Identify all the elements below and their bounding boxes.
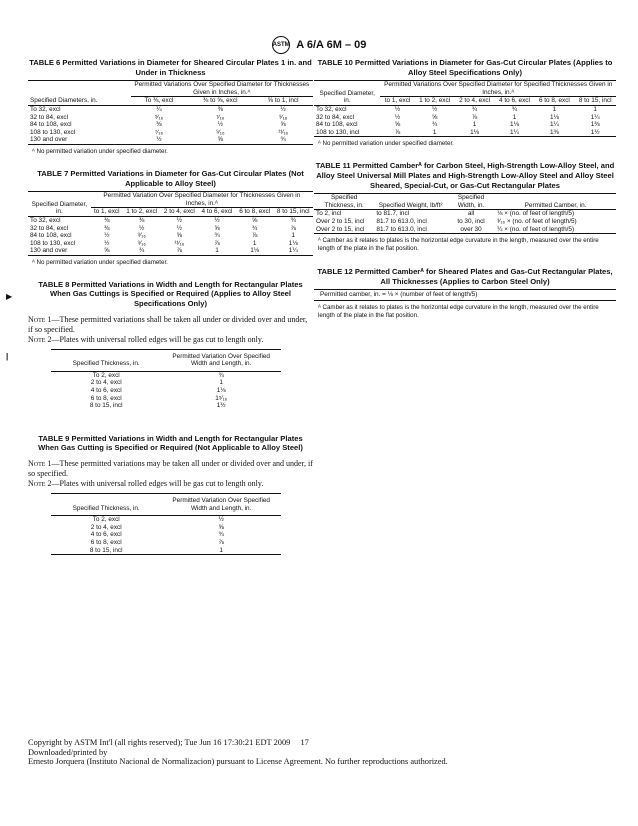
- table-cell: ⅜: [217, 105, 223, 113]
- table-cell: ⅞: [214, 239, 220, 247]
- table9-block: [28, 434, 313, 555]
- table-cell: to 30, incl: [457, 217, 485, 225]
- table-cell: 84 to 108, excl: [30, 232, 72, 240]
- table6-col-header: ⅜ to ⅝, excl: [203, 97, 238, 105]
- table-cell: 32 to 84, excl: [30, 113, 69, 121]
- table10-title: TABLE 10 Permitted Variations in Diameter for Gas-Cut Circular Plates (Applies to Alloy Steel Specifications Only): [317, 58, 613, 77]
- table-cell: 1⅜: [549, 128, 559, 136]
- table-cell: ⅞: [176, 247, 182, 255]
- table-row: [51, 395, 281, 403]
- table-cell: ½: [394, 113, 401, 121]
- table11-col-header: Specified Weight, lb/ft²: [378, 201, 443, 209]
- note-text: —These permitted variations shall be taken all under or divided over and under, if so specified.: [28, 314, 308, 334]
- right-column: [314, 58, 616, 320]
- table-cell: 108 to 130, excl: [30, 239, 76, 247]
- table8-col-header: Permitted Variation Over Specified Width and Length, in.: [172, 352, 270, 368]
- table-cell: 1: [219, 379, 223, 387]
- table-cell: ¾: [138, 247, 145, 255]
- table-cell: 1½: [216, 402, 226, 410]
- table-cell: 6 to 8, excl: [90, 394, 122, 402]
- table-row: [314, 129, 616, 137]
- table-cell: 130 and over: [30, 136, 68, 144]
- table-row: [51, 516, 281, 524]
- table-cell: ⅝: [251, 216, 258, 224]
- table10-col-header: to 1, excl: [384, 97, 411, 105]
- table9-note1: [28, 459, 313, 479]
- table12-footnote: ᴬ Camber as it relates to plates is the horizontal edge curvature in the length, measured over the entire length of the plate in the flat position.: [318, 303, 599, 319]
- table7-block: [28, 169, 313, 266]
- table-row: [314, 105, 616, 113]
- table-cell: ¾: [471, 105, 478, 113]
- table-cell: ⅝: [218, 523, 224, 531]
- table-cell: 130 and over: [30, 247, 68, 255]
- table-cell: ¹¹⁄₁₆: [174, 239, 185, 247]
- table-cell: 1: [593, 105, 597, 113]
- table9-stub-header: Specified Thickness, in.: [72, 504, 140, 512]
- page-header: [0, 36, 638, 54]
- table-cell: ½: [104, 232, 110, 240]
- table-cell: 1⅛: [288, 239, 298, 247]
- footer-copyright: [28, 738, 448, 748]
- table-cell: ¾: [290, 216, 296, 224]
- table-row: [51, 379, 281, 387]
- table-cell: ¾: [280, 136, 286, 144]
- table7-col-header: to 1, excl: [93, 208, 120, 216]
- table12: [314, 289, 616, 301]
- note-text: —Plates with universal rolled edges will be gas cut to length only.: [51, 334, 264, 344]
- table-cell: ⁹⁄₁₆: [215, 128, 225, 136]
- table12-formula: Permitted camber, in. = ⅛ × (number of feet of length/5): [320, 291, 478, 299]
- table7-col-header: 1 to 2, excl: [126, 208, 158, 216]
- table10-block: [314, 58, 616, 147]
- table7-footnote: ᴬ No permitted variation under specified diameter.: [32, 258, 168, 266]
- table-cell: 1⅜: [590, 121, 600, 129]
- table-cell: ¾: [218, 531, 224, 539]
- table11-col-header: Specified Width, in.: [457, 194, 485, 209]
- table-cell: 108 to 130, excl: [30, 128, 76, 136]
- table11-footnote: ᴬ Camber as it relates to plates is the horizontal edge curvature in the length, measured over the entire length of the plate in the flat position.: [318, 237, 599, 253]
- table10-col-header: 8 to 15, incl: [578, 97, 612, 105]
- table-cell: ½: [431, 105, 438, 113]
- table-cell: ½: [176, 224, 182, 232]
- table-cell: 1: [215, 247, 219, 255]
- table-row: [28, 136, 313, 144]
- table-cell: 1: [472, 121, 477, 129]
- table10-col-header: 6 to 8, excl: [538, 97, 570, 105]
- page-footer: [28, 738, 448, 767]
- table-cell: ½: [138, 224, 145, 232]
- table-cell: ¾: [218, 371, 224, 379]
- table-cell: 1: [252, 239, 257, 247]
- table-cell: ½: [280, 105, 286, 113]
- table-cell: 1¼: [510, 128, 519, 136]
- table-cell: 1⅛: [510, 121, 519, 129]
- table-cell: 1⁵⁄₁₆: [215, 394, 228, 402]
- table-cell: Over 2 to 15, incl: [316, 225, 365, 233]
- table10: [314, 80, 616, 137]
- note-label: Note 1: [28, 314, 52, 324]
- table-cell: ⁷⁄₁₆: [154, 128, 164, 136]
- table6-group-header: Permitted Variations Over Specified Diameter for Thicknesses Given in Inches, in.ᴬ: [131, 81, 313, 97]
- left-column: [28, 58, 313, 555]
- table-cell: ⅞: [251, 232, 258, 240]
- page-number: 17: [300, 738, 309, 747]
- table-cell: To 2, excl: [92, 371, 120, 379]
- table-cell: ⅜: [156, 121, 162, 129]
- table-row: [28, 247, 313, 255]
- table10-col-header: 1 to 2, excl: [419, 97, 451, 105]
- table-row: [28, 114, 313, 122]
- table-cell: ⅝: [280, 121, 286, 129]
- table12-block: [314, 267, 616, 320]
- table7-col-header: 4 to 6, excl: [201, 208, 233, 216]
- table-cell: ⅝: [214, 224, 220, 232]
- note-text: —Plates with universal rolled edges will be gas cut to length only.: [51, 479, 264, 488]
- table-cell: ½: [217, 121, 223, 129]
- table-cell: 6 to 8, excl: [90, 538, 122, 546]
- table-cell: 1: [552, 105, 557, 113]
- table-cell: 1¼: [549, 121, 559, 129]
- table-cell: ⅝: [176, 232, 182, 240]
- table-cell: 1⅛: [549, 113, 559, 121]
- table7-col-header: 8 to 15, incl: [276, 208, 310, 216]
- table-cell: to 81.7, incl: [376, 210, 410, 218]
- table6: [28, 80, 313, 145]
- table-cell: ⁹⁄₁₆: [278, 113, 288, 121]
- table-cell: ⅝: [217, 136, 223, 144]
- table6-col-header: To ⅜, excl: [144, 97, 174, 105]
- margin-change-bar-icon: ▶: [6, 292, 13, 301]
- table-row: [28, 105, 313, 113]
- table7-title: TABLE 7 Permitted Variations in Diameter for Gas-Cut Circular Plates (Not Applicable to Alloy Steel): [37, 168, 304, 188]
- table-cell: all: [467, 210, 475, 218]
- table-row: [51, 402, 281, 410]
- table-cell: ¼ × (no. of feet of length/5): [497, 225, 575, 233]
- table6-block: [28, 58, 313, 155]
- table-cell: 1⅛: [470, 128, 479, 136]
- table-row: [314, 121, 616, 129]
- table8-note1: [28, 315, 313, 335]
- table-row: [28, 121, 313, 129]
- table-cell: 84 to 108, excl: [316, 121, 358, 129]
- table-cell: ½: [156, 136, 162, 144]
- table-cell: 1: [512, 113, 517, 121]
- table-cell: 1⅛: [216, 387, 226, 395]
- table6-footnote: ᴬ No permitted variation under specified diameter.: [32, 147, 168, 155]
- table9-note2: [28, 479, 313, 489]
- table-cell: To 2, excl: [92, 516, 120, 524]
- table-cell: ⁹⁄₁₆: [137, 232, 146, 240]
- table7-col-header: 2 to 4, excl: [163, 208, 195, 216]
- table-cell: ⅜: [104, 216, 110, 224]
- table10-group-header: Permitted Variations Over Specified Diameter for Specified Thicknesses Given in Inches, in.ᴬ: [380, 81, 616, 97]
- table-cell: 84 to 108, excl: [30, 121, 72, 129]
- table-cell: To 32, excl: [30, 105, 61, 113]
- margin-change-bar-icon: |: [6, 352, 9, 361]
- table6-title: TABLE 6 Permitted Variations in Diameter for Sheared Circular Plates 1 in. and Under in Thickness: [29, 58, 312, 77]
- table-row: [28, 225, 313, 233]
- table-cell: 32 to 84, excl: [30, 224, 69, 232]
- table-cell: 81.7 to 613.0, incl: [376, 217, 427, 225]
- table-cell: ⅞: [471, 113, 478, 121]
- table10-footnote: ᴬ No permitted variation under specified diameter.: [318, 140, 454, 148]
- footer-license: Ernesto Jorquera (Instituto Nacional de Normalizacion) pursuant to License Agreement. No further reproductions authorized.: [28, 757, 448, 767]
- table11-col-header: Permitted Camber, in.: [524, 201, 587, 209]
- table-cell: 8 to 15, incl: [89, 402, 123, 410]
- table-cell: ⁷⁄₁₆: [216, 113, 225, 121]
- table-cell: ¹¹⁄₁₆: [278, 128, 289, 136]
- table-cell: 108 to 130, incl: [316, 128, 360, 136]
- table-cell: 2 to 4, excl: [90, 379, 122, 387]
- table-cell: 8 to 15, incl: [89, 546, 123, 554]
- table-cell: To 32, excl: [316, 105, 347, 113]
- table-cell: 1: [219, 546, 223, 554]
- footer-downloaded: Downloaded/printed by: [28, 747, 108, 757]
- table-cell: To 32, excl: [30, 216, 61, 224]
- footer-copyright-text: Copyright by ASTM Int'l (all rights reserved); Tue Jun 16 17:30:21 EDT 2009: [28, 738, 291, 747]
- table-cell: 1: [432, 128, 437, 136]
- table-cell: ¾: [214, 232, 220, 240]
- table-cell: To 2, incl: [316, 210, 342, 218]
- table-cell: ⅝: [431, 113, 438, 121]
- table8-block: [28, 280, 313, 410]
- table-cell: ⁹⁄₁₆: [137, 239, 146, 247]
- table12-title: TABLE 12 Permitted Camberᴬ for Sheared Plates and Gas-Cut Rectangular Plates, All Thicknesses (Applies to Carbon Steel Only): [317, 267, 613, 286]
- table-cell: ¼: [156, 105, 162, 113]
- table7-group-header: Permitted Variation Over Specified Diameter for Thicknesses Given in Inches, in.ᴬ: [91, 192, 313, 208]
- table-cell: ¾: [431, 121, 438, 129]
- table10-col-header: 2 to 4, excl: [459, 97, 490, 105]
- table-cell: ⅞: [218, 538, 224, 546]
- table-row: [314, 210, 616, 218]
- table7: [28, 191, 313, 256]
- note-label: Note 1: [28, 459, 52, 468]
- table-cell: ⅝: [104, 247, 110, 255]
- table-cell: 1⅛: [250, 247, 260, 255]
- table-cell: ⅜: [104, 224, 110, 232]
- table-cell: 4 to 6, excl: [90, 387, 122, 395]
- table-row: [28, 240, 313, 248]
- note-label: Note 2: [28, 479, 52, 488]
- table11-block: [314, 161, 616, 253]
- table9-col-header: Permitted Variation Over Specified Width and Length, in.: [172, 497, 270, 512]
- standard-designation: A 6/A 6M – 09: [296, 38, 367, 51]
- table8-title: TABLE 8 Permitted Variations in Width and Length for Rectangular Plates When Gas Cuttings is Specified or Required (Applies to Alloy Steel Specifications Only): [38, 279, 303, 309]
- table10-stub-header: Specified Diameter, in.: [314, 81, 380, 106]
- table8: [51, 349, 281, 410]
- table-cell: ½: [104, 239, 110, 247]
- table-cell: ⅛ × (no. of feet of length/5): [497, 210, 575, 218]
- note-label: Note 2: [28, 334, 52, 344]
- table-row: [51, 524, 281, 532]
- table6-stub-header: Specified Diameters, in.: [28, 81, 131, 106]
- table9-title: TABLE 9 Permitted Variations in Width and Length for Rectangular Plates When Gas Cutting is Specified or Required (Not Applicable to Alloy Steel): [38, 433, 303, 453]
- table-cell: Over 2 to 15, incl: [316, 217, 365, 225]
- table-cell: 4 to 6, excl: [90, 531, 122, 539]
- table-cell: 1¼: [590, 113, 600, 121]
- table10-col-header: 4 to 6, excl: [499, 97, 530, 105]
- table-cell: 81.7 to 613.0, incl: [376, 225, 427, 233]
- table-cell: ½: [214, 216, 220, 224]
- table-cell: 1½: [590, 128, 600, 136]
- table-cell: ¾: [511, 105, 518, 113]
- table-row: [28, 216, 313, 224]
- table-cell: 32 to 84, excl: [316, 113, 355, 121]
- table-cell: ⅞: [394, 128, 401, 136]
- table-row: [51, 371, 281, 379]
- table7-stub-header: Specified Diameter, in.: [28, 192, 91, 217]
- table-cell: ⅞: [290, 224, 296, 232]
- table-cell: ½: [394, 105, 401, 113]
- table-row: [314, 226, 616, 234]
- table8-stub-header: Specified Thickness, in.: [72, 360, 140, 368]
- table-row: [51, 539, 281, 547]
- table-cell: ½: [176, 216, 182, 224]
- table-row: [28, 129, 313, 137]
- table-cell: ⁵⁄₁₆: [154, 113, 164, 121]
- table-row: [51, 531, 281, 539]
- table-row: [28, 232, 313, 240]
- note-text: —These permitted variations may be taken all under or divided over and under, if so specified.: [28, 459, 313, 478]
- table-row: [314, 218, 616, 226]
- table8-note2: [28, 335, 313, 345]
- table-row: [51, 547, 281, 555]
- table11: [314, 193, 616, 234]
- table-cell: over 30: [460, 225, 482, 233]
- table-cell: 2 to 4, excl: [90, 523, 122, 531]
- table-cell: ⅝: [394, 121, 401, 129]
- table7-col-header: 6 to 8, excl: [239, 208, 271, 216]
- astm-logo-icon: ASTM: [272, 36, 290, 54]
- table6-col-header: ⅝ to 1, incl: [267, 97, 299, 105]
- table11-col-header: Specified Thickness, in.: [324, 194, 364, 209]
- table-cell: ⅜: [138, 216, 145, 224]
- table-cell: ¾: [251, 224, 258, 232]
- table-row: [314, 114, 616, 122]
- table-cell: ³⁄₁₆ × (no. of feet of length/5): [497, 217, 577, 225]
- table-row: [51, 387, 281, 395]
- table11-title: TABLE 11 Permitted Camberᴬ for Carbon Steel, High-Strength Low-Alloy Steel, and Alloy Steel Universal Mill Plates and High-Strength Low-Alloy Steel and Alloy Steel Sheared, Special-Cut, or Gas-Cut Rectangular Plates: [315, 161, 615, 190]
- table-cell: 1: [291, 232, 296, 240]
- table-cell: 1¼: [288, 247, 298, 255]
- table9: [51, 493, 281, 555]
- table-cell: ½: [218, 516, 224, 524]
